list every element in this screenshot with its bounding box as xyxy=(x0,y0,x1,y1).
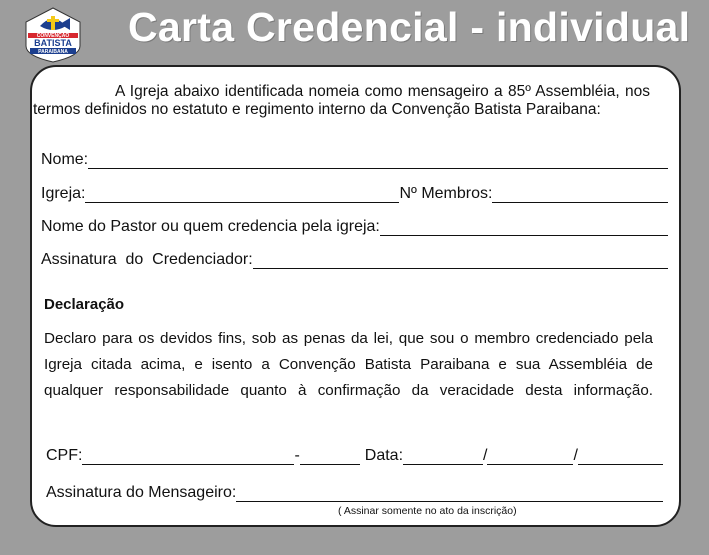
data-year-field[interactable] xyxy=(578,448,663,465)
data-slash: / xyxy=(483,447,488,464)
pastor-label: Nome do Pastor ou quem credencia pela igreja: xyxy=(41,218,380,235)
data-slash: / xyxy=(573,447,578,464)
cpf-field[interactable] xyxy=(82,448,294,465)
cpf-dash: - xyxy=(294,447,300,464)
signature-note: ( Assinar somente no ato da inscrição) xyxy=(338,505,517,517)
assinatura-credenciador-field[interactable] xyxy=(253,252,668,269)
assinatura-credenciador-row xyxy=(41,251,668,269)
nome-row xyxy=(41,151,668,169)
cpf-data-row xyxy=(46,447,663,465)
declaracao-text xyxy=(44,326,653,404)
page-title: Carta Credencial - individual xyxy=(128,4,691,50)
data-month-field[interactable] xyxy=(487,448,573,465)
assinatura-credenciador-label: Assinatura do Credenciador: xyxy=(41,251,253,268)
membros-field[interactable] xyxy=(492,186,668,203)
igreja-row xyxy=(41,185,668,203)
declaracao-line: qualquer responsabilidade quanto à confirmação da veracidade desta informação. xyxy=(44,382,653,399)
intro-text xyxy=(33,83,650,118)
assinatura-mensageiro-field[interactable] xyxy=(236,485,663,502)
membros-label: Nº Membros: xyxy=(399,185,493,202)
declaracao-title: Declaração xyxy=(44,296,125,313)
logo-line1: CONVENÇÃO xyxy=(36,33,70,39)
logo-line2: BATISTA xyxy=(34,38,72,48)
nome-label: Nome: xyxy=(41,151,89,168)
logo-line3: PARAIBANA xyxy=(38,49,68,55)
convencao-logo xyxy=(20,6,86,64)
data-day-field[interactable] xyxy=(403,448,483,465)
pastor-row xyxy=(41,218,668,236)
nome-field[interactable] xyxy=(88,152,668,169)
cpf-digit-field[interactable] xyxy=(300,448,360,465)
declaracao-line: Igreja citada acima, e isento a Convenção Batista Paraibana e sua Assembléia de xyxy=(44,356,653,373)
data-label: Data: xyxy=(364,447,404,464)
cpf-label: CPF: xyxy=(46,447,83,464)
pastor-field[interactable] xyxy=(380,219,668,236)
intro-paragraph: A Igreja abaixo identificada nomeia como mensageiro a 85º Assembléia, nos termos definidos no estatuto e regimento interno da Convenção Batista Paraibana: xyxy=(33,83,650,118)
assinatura-mensageiro-row xyxy=(46,484,663,502)
igreja-label: Igreja: xyxy=(41,185,86,202)
igreja-field[interactable] xyxy=(85,186,399,203)
assinatura-mensageiro-label: Assinatura do Mensageiro: xyxy=(46,484,237,501)
declaracao-line: Declaro para os devidos fins, sob as penas da lei, que sou o membro credenciado pela xyxy=(44,330,653,347)
